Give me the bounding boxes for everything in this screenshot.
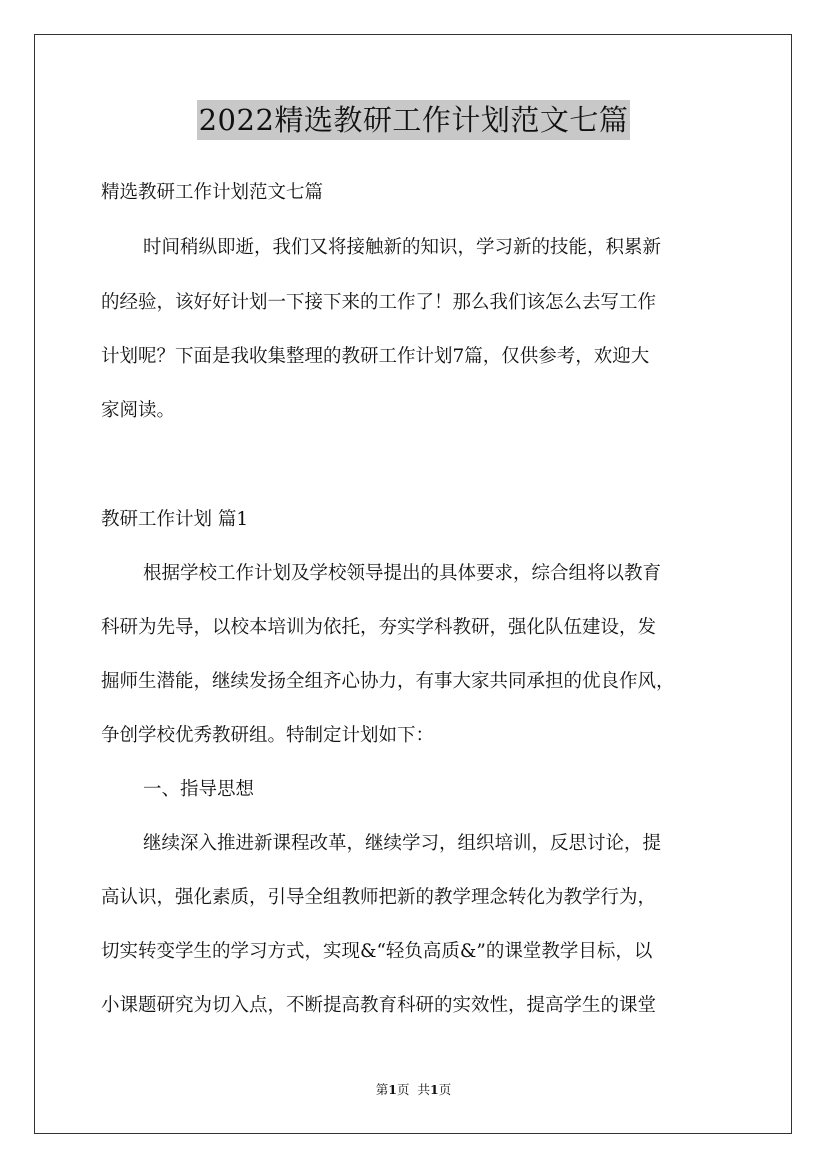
section-line-4: 争创学校优秀教研组。特制定计划如下：	[101, 725, 435, 746]
section-line-1: 根据学校工作计划及学校领导提出的具体要求，综合组将以教育	[143, 563, 662, 584]
page-footer	[0, 1082, 827, 1098]
page-prefix: 第	[375, 1082, 389, 1097]
guideline-heading: 一、指导思想	[143, 779, 255, 800]
intro-line-1: 时间稍纵即逝，我们又将接触新的知识，学习新的技能，积累新	[143, 237, 662, 258]
guideline-line-1: 继续深入推进新课程改革，继续学习，组织培训，反思讨论，提	[143, 833, 662, 854]
intro-line-2: 的经验，该好好计划一下接下来的工作了！那么我们该怎么去写工作	[101, 292, 657, 313]
total-pages: 1	[429, 1082, 439, 1097]
guideline-line-2: 高认识，强化素质，引导全组教师把新的教学理念转化为教学行为，	[101, 887, 657, 908]
document-title: 2022精选教研工作计划范文七篇	[197, 100, 631, 140]
guideline-line-3: 切实转变学生的学习方式，实现&“轻负高质&”的课堂教学目标，以	[101, 941, 653, 962]
total-suffix: 页	[438, 1082, 452, 1097]
page-suffix: 页	[397, 1082, 410, 1097]
document-subtitle: 精选教研工作计划范文七篇	[101, 182, 324, 203]
section-line-3: 掘师生潜能，继续发扬全组齐心协力，有事大家共同承担的优良作风，	[101, 671, 675, 692]
section-heading: 教研工作计划 篇1	[101, 509, 249, 530]
total-prefix: 共	[417, 1082, 430, 1097]
page-number: 1	[388, 1082, 397, 1097]
intro-line-3: 计划呢？下面是我收集整理的教研工作计划7篇，仅供参考，欢迎大	[101, 346, 650, 367]
intro-line-4: 家阅读。	[101, 400, 176, 421]
title-container	[0, 100, 827, 140]
section-line-2: 科研为先导，以校本培训为依托，夯实学科教研，强化队伍建设，发	[101, 617, 657, 638]
guideline-line-4: 小课题研究为切入点，不断提高教育科研的实效性，提高学生的课堂	[101, 995, 657, 1016]
